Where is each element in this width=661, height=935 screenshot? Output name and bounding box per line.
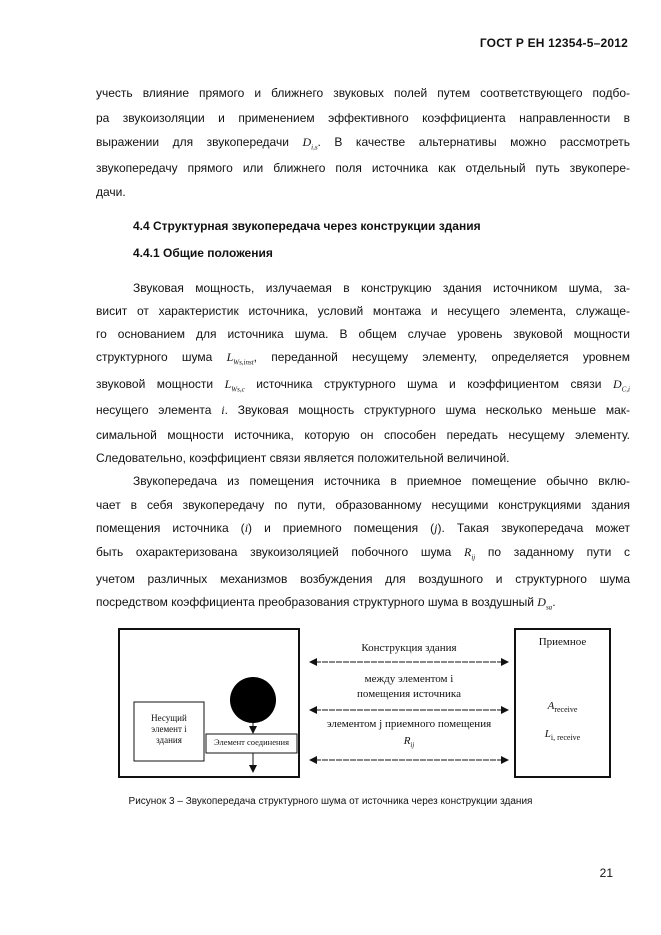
para3-line: Звукопередача из помещения источника в приемное помещение обычно вклю-: [133, 474, 630, 488]
para2-line: висит от характеристик источника, условий монтажа и несущего элемента, служаще-: [96, 304, 630, 318]
para1-line: звукопередачу прямого или ближнего поля источника как отдельный путь звукопере-: [96, 161, 630, 175]
between-label-2: помещения источника: [357, 688, 461, 700]
document-header: ГОСТ Р ЕН 12354-5–2012: [479, 36, 628, 50]
receiving-room-label: Приемное: [538, 636, 587, 648]
and-element-label: элементом j приемного помещения: [326, 718, 492, 730]
para3-line: посредством коэффициента преобразования структурного шума в воздушный $D_{sa}$.: [96, 595, 556, 612]
para2-line: Звуковая мощность, излучаемая в конструкцию здания источником шума, за-: [133, 281, 630, 295]
formula-symbol: $D_{sa}$: [537, 595, 553, 612]
para2-line: несущего элемента i. Звуковая мощность структурного шума несколько меньше мак-: [96, 403, 630, 417]
figure-caption: Рисунок 3 – Звукопередача структурного шума от источника через конструкции здания: [128, 796, 533, 807]
building-construction-label: Конструкция здания: [361, 642, 457, 654]
para2-line: звуковой мощности $L_{Ws,c}$ источника структурного шума и коэффициентом связи $D_{C,i}$: [96, 377, 630, 394]
para1-line: выражении для звукопередачи $D_{i,s}$. В качестве альтернативы можно рассмотреть: [96, 135, 630, 152]
para3-line: быть охарактеризована звукоизоляцией побочного шума $R_{ij}$ по заданному пути с: [96, 545, 630, 562]
para3-line: помещения источника (i) и приемного помещения (j). Такая звукопередача может: [96, 521, 630, 535]
para1-line: ра звукоизоляции и применением эффективного коэффициента направленности в: [96, 111, 630, 125]
formula-symbol: $D_{i,s}$: [302, 135, 318, 152]
formula-symbol: i: [221, 403, 225, 417]
para3-line: учетом различных механизмов возбуждения для воздушного и структурного шума: [96, 572, 630, 586]
between-label-1: между элементом i: [364, 673, 454, 685]
connection-element-label: Элемент соединения: [213, 737, 290, 747]
para2-line: симальной мощности источника, которую он способен передать несущему элементу.: [96, 428, 630, 442]
para2-line: го основанием для источника шума. В общем случае уровень звуковой мощности: [96, 327, 630, 341]
a-receive-label: $A_{receive}$: [547, 700, 578, 715]
noise-source-circle: [230, 677, 276, 723]
formula-symbol: $D_{C,i}$: [612, 377, 630, 394]
para2-line: структурного шума $L_{Ws,inst}$, переданной несущему элементу, определяется уровнем: [96, 350, 630, 367]
para1-line: учесть влияние прямого и ближнего звуковых полей путем соответствующего подбо-: [96, 86, 630, 100]
para2-line: Следовательно, коэффициент связи является положительной величиной.: [96, 451, 510, 465]
formula-symbol: $L_{Ws,c}$: [224, 377, 245, 394]
r-ij-label: $R_{ij}$: [403, 735, 415, 750]
formula-symbol: $R_{ij}$: [463, 545, 476, 562]
subsection-heading: 4.4.1 Общие положения: [133, 246, 273, 260]
page-number: 21: [599, 866, 613, 880]
formula-symbol: $L_{Ws,inst}$: [226, 350, 254, 367]
para3-line: чает в себя звукопередачу по пути, образованному несущими конструкциями здания: [96, 498, 630, 512]
para1-line: дачи.: [96, 185, 126, 199]
bearing-element-label: Несущий элемент i здания: [151, 713, 187, 745]
section-heading: 4.4 Структурная звукопередача через конструкции здания: [133, 219, 481, 233]
l-receive-label: $L_{i, receive}$: [544, 728, 581, 743]
